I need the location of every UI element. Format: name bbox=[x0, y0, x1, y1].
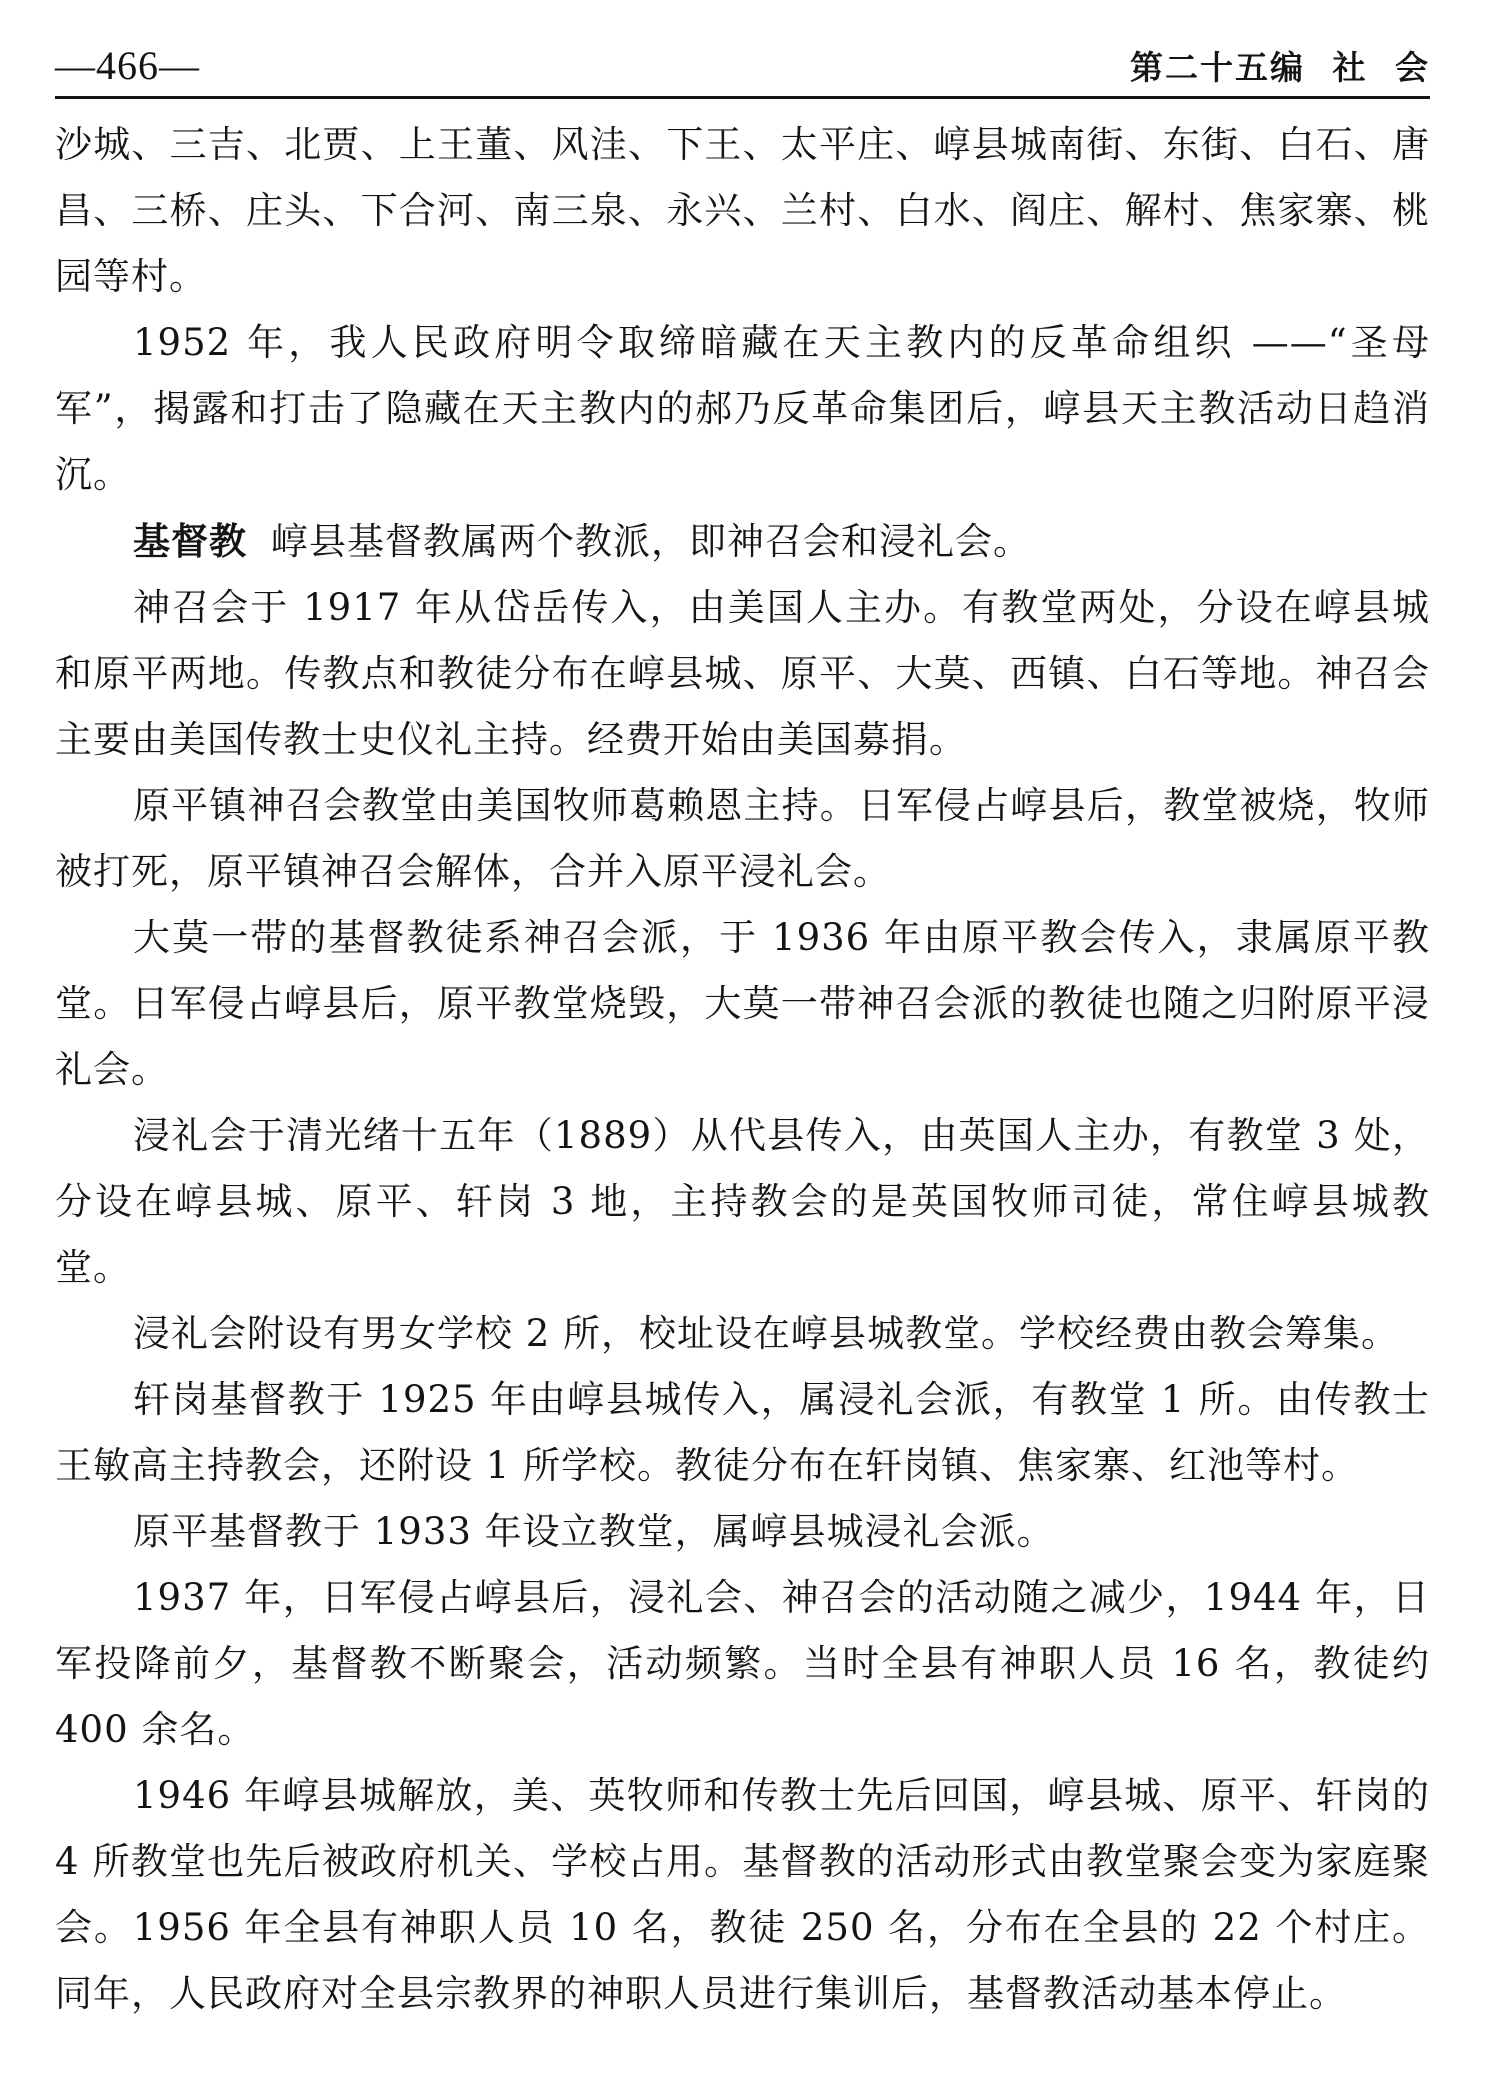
paragraph-jinlihui bbox=[55, 1103, 1430, 1301]
paragraph-yuanping-1933 bbox=[55, 1499, 1430, 1565]
paragraph-text: 原平镇神召会教堂由美国牧师葛赖恩主持。日军侵占崞县后，教堂被烧，牧师被打死，原平镇神召会解体，合并入原平浸礼会。 bbox=[55, 784, 1430, 893]
paragraph-text: 1952 年，我人民政府明令取缔暗藏在天主教内的反革命组织 ——“圣母军”，揭露和打击了隐藏在天主教内的郝乃反革命集团后，崞县天主教活动日趋消沉。 bbox=[55, 321, 1430, 496]
paragraph-text: 浸礼会附设有男女学校 2 所，校址设在崞县城教堂。学校经费由教会筹集。 bbox=[133, 1312, 1400, 1355]
section-term: 基督教 bbox=[133, 519, 247, 563]
paragraph-text: 崞县基督教属两个教派，即神召会和浸礼会。 bbox=[271, 520, 1031, 563]
paragraph-schools bbox=[55, 1301, 1430, 1367]
paragraph-yuanping-church bbox=[55, 773, 1430, 905]
paragraph-text: 浸礼会于清光绪十五年（1889）从代县传入，由英国人主办，有教堂 3 处，分设在崞县城、原平、轩岗 3 地，主持教会的是英国牧师司徒，常住崞县城教堂。 bbox=[55, 1114, 1430, 1289]
paragraph-text: 原平基督教于 1933 年设立教堂，属崞县城浸礼会派。 bbox=[133, 1510, 1055, 1553]
paragraph-xuangang bbox=[55, 1367, 1430, 1499]
page-number: —466— bbox=[55, 43, 200, 88]
paragraph-catholic-decline bbox=[55, 310, 1430, 508]
page-header bbox=[55, 40, 1430, 98]
paragraph-shenzhaohui bbox=[55, 575, 1430, 773]
body-text bbox=[55, 112, 1430, 2027]
paragraph-text: 1946 年崞县城解放，美、英牧师和传教士先后回国，崞县城、原平、轩岗的 4 所教堂也先后被政府机关、学校占用。基督教的活动形式由教堂聚会变为家庭聚会。1956 年全县有神职人员 10 名，教徒 250 名，分布在全县的 22 个村庄。同年，人民政府对全县宗教界的神职人员进行集训后，基督教活动基本停止。 bbox=[55, 1774, 1430, 2015]
paragraph-text: 神召会于 1917 年从岱岳传入，由美国人主办。有教堂两处，分设在崞县城和原平两地。传教点和教徒分布在崞县城、原平、大莫、西镇、白石等地。神召会主要由美国传教士史仪礼主持。经费开始由美国募捐。 bbox=[55, 586, 1430, 761]
header-rule bbox=[55, 96, 1430, 99]
paragraph-text: 轩岗基督教于 1925 年由崞县城传入，属浸礼会派，有教堂 1 所。由传教士王敏高主持教会，还附设 1 所学校。教徒分布在轩岗镇、焦家寨、红池等村。 bbox=[55, 1378, 1430, 1487]
paragraph-text: 1937 年，日军侵占崞县后，浸礼会、神召会的活动随之减少，1944 年，日军投降前夕，基督教不断聚会，活动频繁。当时全县有神职人员 16 名，教徒约 400 余名。 bbox=[55, 1576, 1430, 1751]
running-head: 第二十五编 社 会 bbox=[1130, 48, 1430, 87]
paragraph-1937 bbox=[55, 1565, 1430, 1763]
paragraph-village-list bbox=[55, 112, 1430, 310]
paragraph-text: 沙城、三吉、北贾、上王董、风洼、下王、太平庄、崞县城南街、东街、白石、唐昌、三桥、庄头、下合河、南三泉、永兴、兰村、白水、阎庄、解村、焦家寨、桃园等村。 bbox=[55, 123, 1430, 298]
paragraph-text: 大莫一带的基督教徒系神召会派，于 1936 年由原平教会传入，隶属原平教堂。日军侵占崞县后，原平教堂烧毁，大莫一带神召会派的教徒也随之归附原平浸礼会。 bbox=[55, 916, 1430, 1091]
section-christianity bbox=[55, 508, 1430, 575]
paragraph-damo bbox=[55, 905, 1430, 1103]
paragraph-1946 bbox=[55, 1763, 1430, 2027]
